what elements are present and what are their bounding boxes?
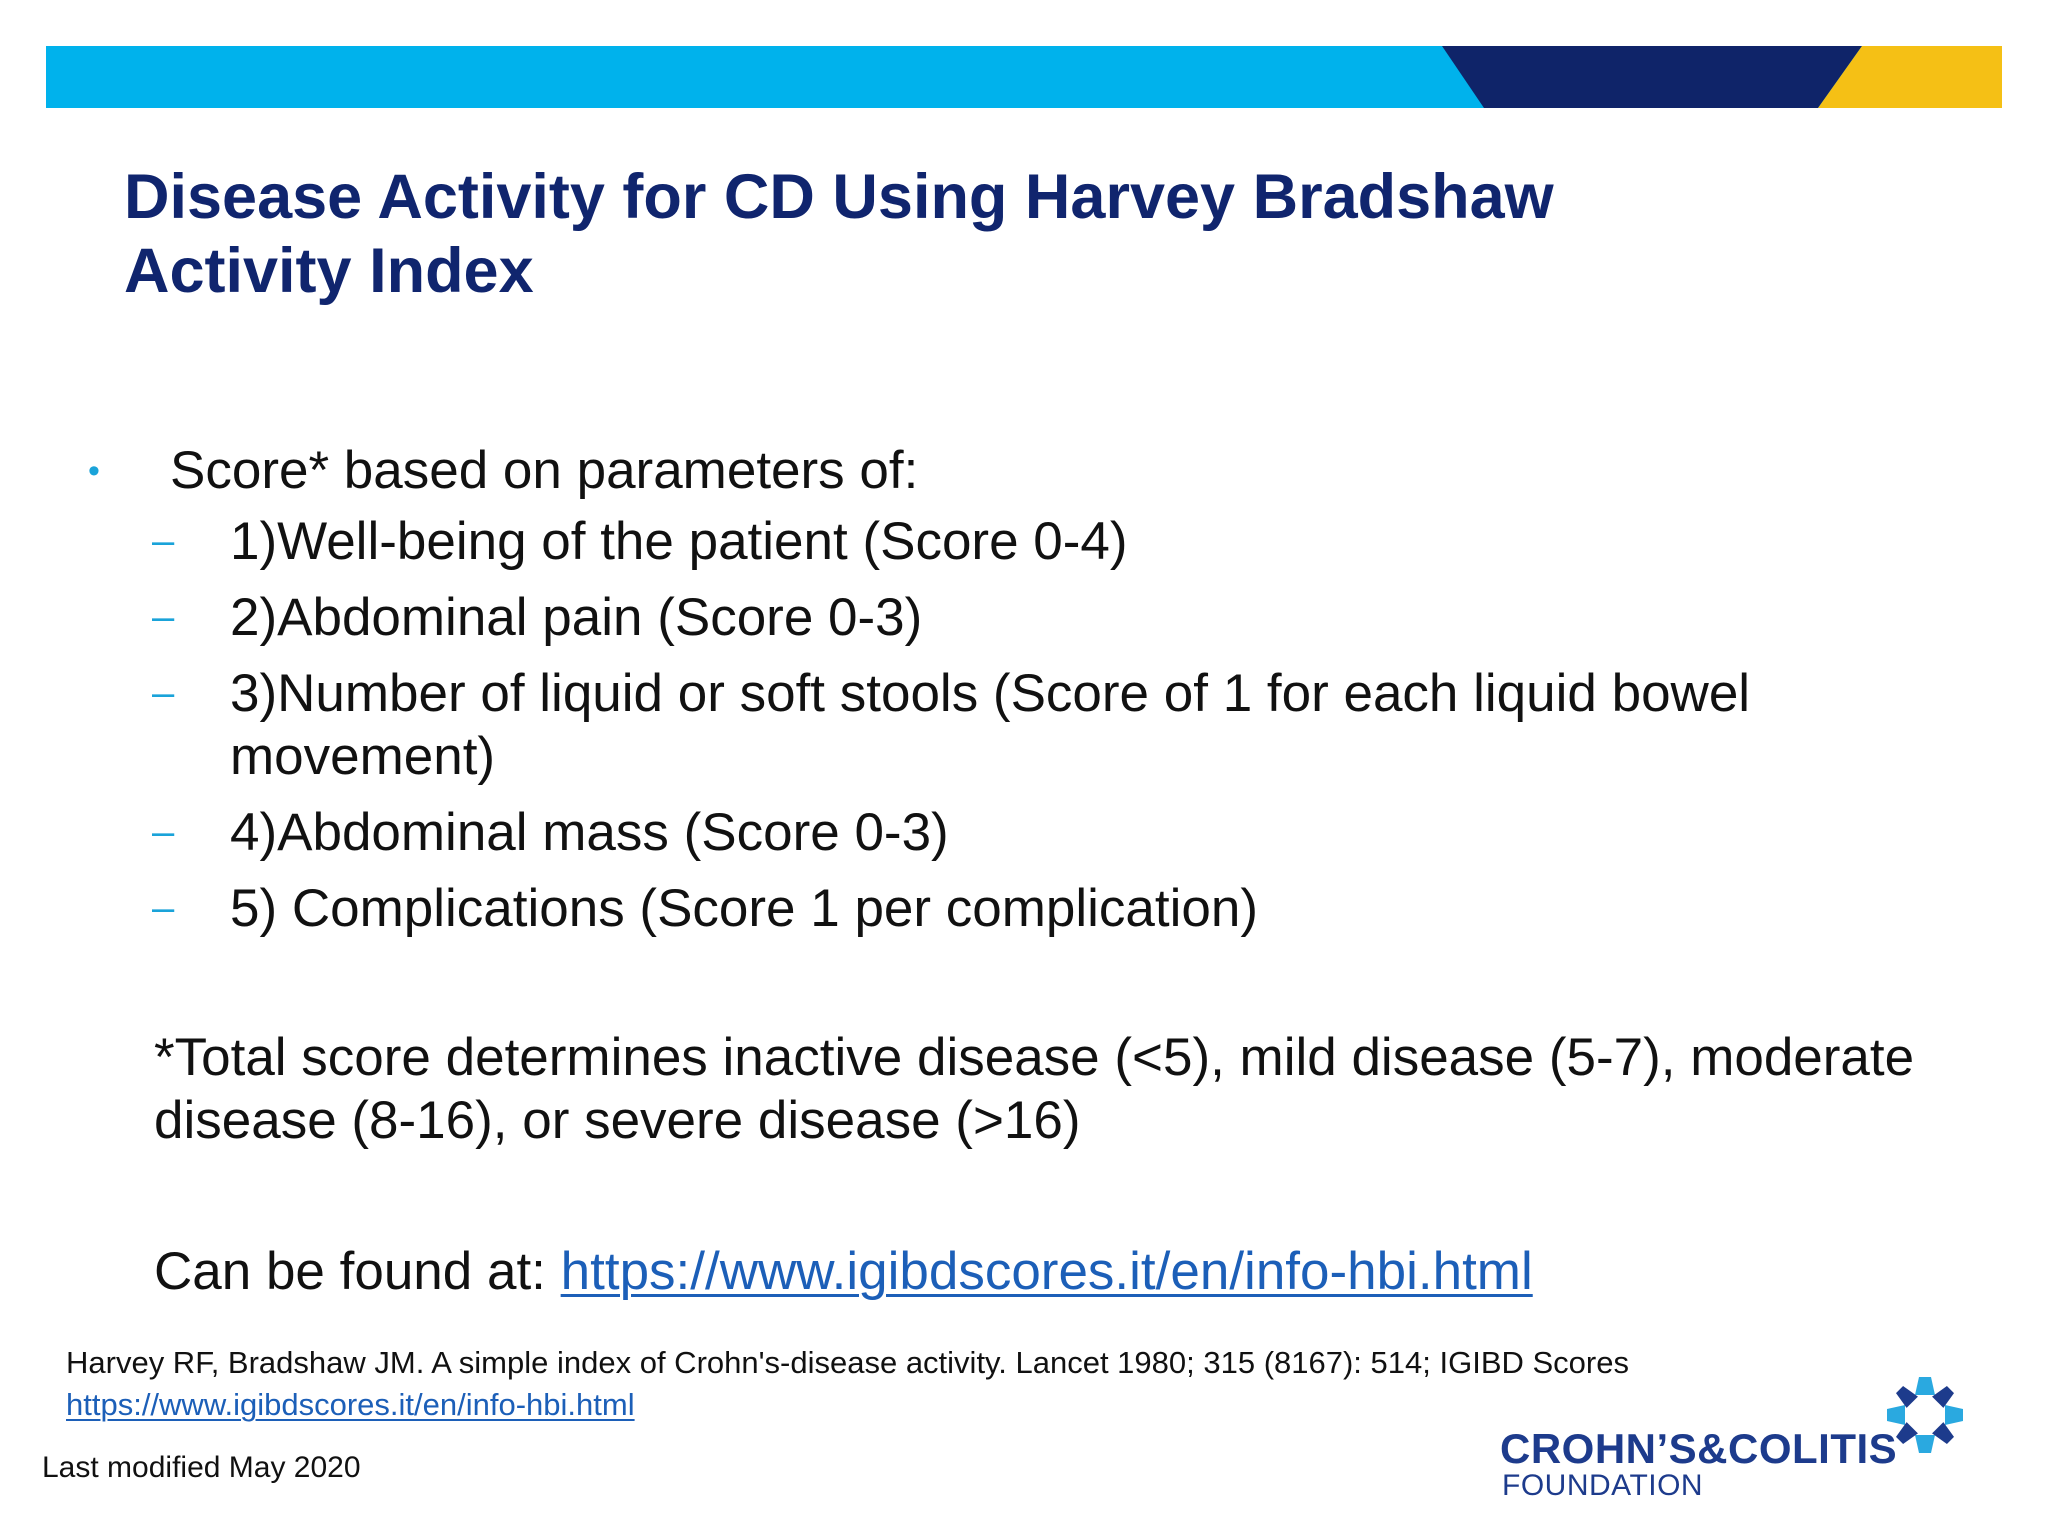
parameter-text: 3)Number of liquid or soft stools (Score of 1 for each liquid bowel movement) [230, 664, 1751, 786]
citation-text: Harvey RF, Bradshaw JM. A simple index of Crohn's-disease activity. Lancet 1980; 315 (8167): 514; IGIBD Scores [66, 1345, 1629, 1380]
source-link[interactable]: https://www.igibdscores.it/en/info-hbi.html [560, 1242, 1533, 1301]
citation-link[interactable]: https://www.igibdscores.it/en/info-hbi.html [66, 1387, 635, 1422]
parameter-item [152, 801, 1932, 864]
dash-icon: – [152, 886, 175, 930]
parameter-item [152, 877, 1932, 940]
parameter-item [152, 586, 1932, 649]
parameter-list [152, 510, 1932, 953]
main-bullet-text: Score* based on parameters of: [170, 441, 919, 500]
parameter-item [152, 662, 1932, 788]
parameter-text: 1)Well-being of the patient (Score 0-4) [230, 512, 1128, 571]
total-score-note: *Total score determines inactive disease (<5), mild disease (5-7), moderate disease (8-16), or severe disease (>16) [154, 1028, 1915, 1150]
parameter-item [152, 510, 1932, 573]
logo-subtitle: FOUNDATION [1502, 1469, 1704, 1502]
dash-icon: – [152, 810, 175, 854]
parameter-text: 4)Abdominal mass (Score 0-3) [230, 803, 949, 862]
slide-title-line-2: Activity Index [124, 236, 534, 306]
dash-icon: – [152, 595, 175, 639]
slide-title-line-1: Disease Activity for CD Using Harvey Bradshaw [124, 162, 1554, 232]
last-modified: Last modified May 2020 [42, 1451, 361, 1484]
source-label: Can be found at: [154, 1242, 561, 1301]
source-line [154, 1240, 1954, 1303]
dash-icon: – [152, 519, 175, 563]
bullet-dot-icon: • [88, 452, 100, 490]
parameter-text: 5) Complications (Score 1 per complication) [230, 879, 1259, 938]
dash-icon: – [152, 671, 175, 715]
logo-name: CROHN’S&COLITIS [1500, 1425, 1898, 1472]
parameter-text: 2)Abdominal pain (Score 0-3) [230, 588, 923, 647]
foundation-logo [1500, 1370, 1970, 1500]
